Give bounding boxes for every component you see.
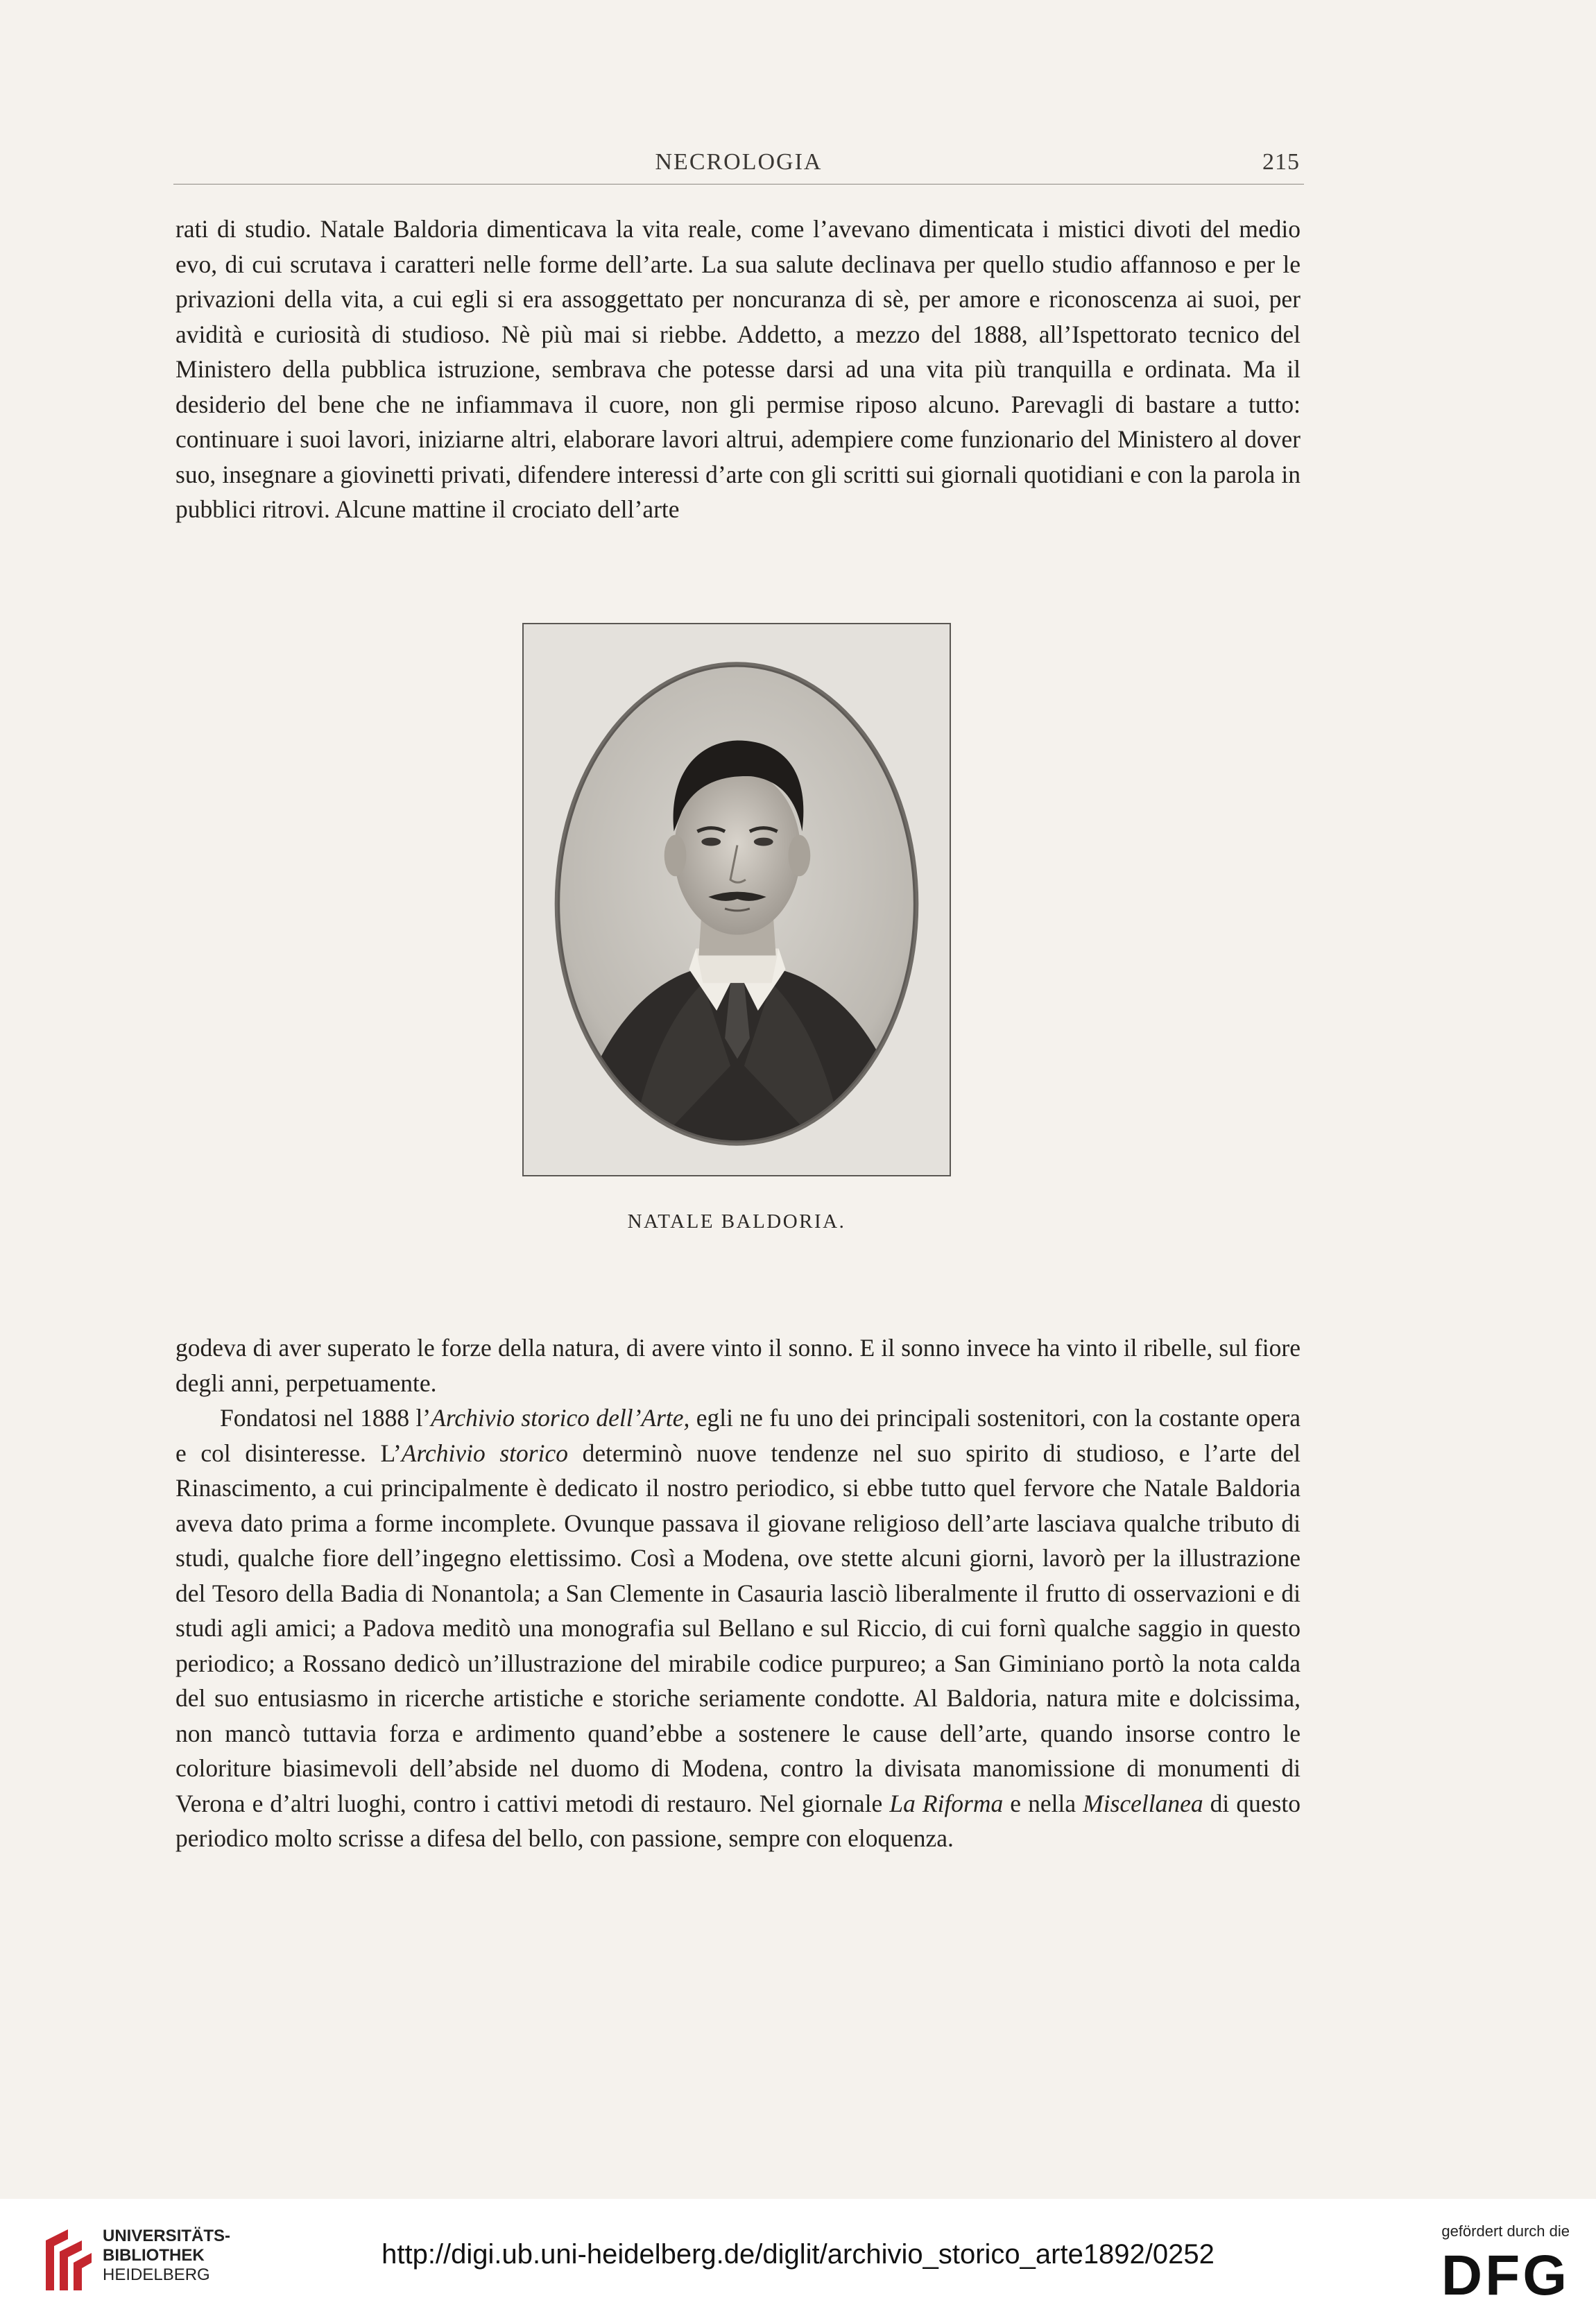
paragraph: godeva di aver superato le forze della natura, di avere vinto il sonno. E il sonno invece ha vinto il ribelle, sul fiore degli anni, perpetuamente. <box>175 1334 1301 1397</box>
page-number: 215 <box>1262 149 1300 175</box>
digitization-footer <box>0 2199 1596 2323</box>
italic-title: La Riforma <box>889 1789 1004 1817</box>
italic-title: Archivio storico dell’Arte, <box>431 1404 690 1432</box>
running-head-title: NECROLOGIA <box>655 149 823 175</box>
figure-caption: NATALE BALDORIA. <box>627 1210 846 1233</box>
funding-note: gefördert durch die <box>1441 2222 1570 2240</box>
paragraph <box>175 1400 1301 1856</box>
library-name-line: UNIVERSITÄTS- <box>103 2227 231 2245</box>
paragraph: rati di studio. Natale Baldoria dimenticava la vita reale, come l’avevano dimenticata i mistici divoti del medio evo, di cui scrutava i caratteri nelle forme dell’arte. La sua salute declinava per quello studio affannoso e per le privazioni della vita, a cui egli si era assoggettato per noncuranza di sè, per amore e riconoscenza ai suoi, per avidità e curiosità di studioso. Nè più mai si riebbe. Addetto, a mezzo del 1888, all’Ispettorato tecnico del Ministero della pubblica istruzione, sembrava che potesse darsi ad una vita più tranquilla e ordinata. Ma il desiderio del bene che ne infiammava il cuore, non gli permise riposo alcuno. Parevagli di bastare a tutto: continuare i suoi lavori, iniziarne altri, elaborare lavori altrui, adempiere come funzionario del Ministero al dover suo, insegnare a giovinetti privati, difendere interessi d’arte con gli scritti sui giornali quotidiani e con la parola in pubblici ritrovi. Alcune mattine il crociato dell’arte <box>175 215 1301 523</box>
text-run: egli ne fu uno dei principali sostenitori, con la costante opera e col disinteresse. L’ <box>175 1404 1301 1467</box>
permalink-url[interactable]: http://digi.ub.uni-heidelberg.de/diglit/archivio_storico_arte1892/0252 <box>381 2239 1215 2270</box>
running-head <box>173 142 1304 185</box>
portrait-photo <box>524 624 950 1175</box>
text-block-bottom <box>175 1330 1301 1856</box>
library-name-line: HEIDELBERG <box>103 2265 210 2284</box>
portrait-figure <box>522 623 951 1176</box>
text-run: determinò nuove tendenze nel suo spirito di studioso, e l’arte del Rinascimento, a cui principalmente è dedicato il nostro periodico, si ebbe tutto quel fervore che Natale Baldoria aveva dato prima a forme incomplete. Ovunque passava il giovane religioso dell’arte lasciava qualche tributo di studi, qualche fiore dell’ingegno elettissimo. Così a Modena, ove stette alcuni giorni, lavorò per la illustrazione del Tesoro della Badia di Nonantola; a San Clemente in Casauria lasciò liberalmente il frutto di osservazioni e di studi agli amici; a Padova meditò una monografia sul Bellano e sul Riccio, di cui fornì qualche saggio in questo periodico; a Rossano dedicò un’illustrazione del mirabile codice purpureo; a San Giminiano portò la nota calda del suo entusiasmo in ricerche artistiche e storiche seriamente condotte. Al Baldoria, natura mite e dolcissima, non mancò tuttavia forza e ardimento quand’ebbe a sostenere le cause dell’arte, quando insorse contro le coloriture biasimevoli dell’abside nel duomo di Modena, contro la divisata manomissione di monumenti di Verona e d’altri luoghi, contro i cattivi metodi di restauro. Nel giornale <box>175 1439 1301 1817</box>
text-run: e nella <box>1003 1789 1083 1817</box>
dfg-logo: DFG <box>1441 2244 1570 2307</box>
italic-title: Archivio storico <box>401 1439 568 1467</box>
text-block-top <box>175 212 1301 527</box>
library-name-line: BIBLIOTHEK <box>103 2246 205 2265</box>
text-run: di questo periodico molto scrisse a difesa del bello, con passione, sempre con eloquenza. <box>175 1789 1301 1852</box>
italic-title: Miscellanea <box>1083 1789 1203 1817</box>
text-run: Fondatosi nel 1888 l’ <box>220 1404 431 1432</box>
